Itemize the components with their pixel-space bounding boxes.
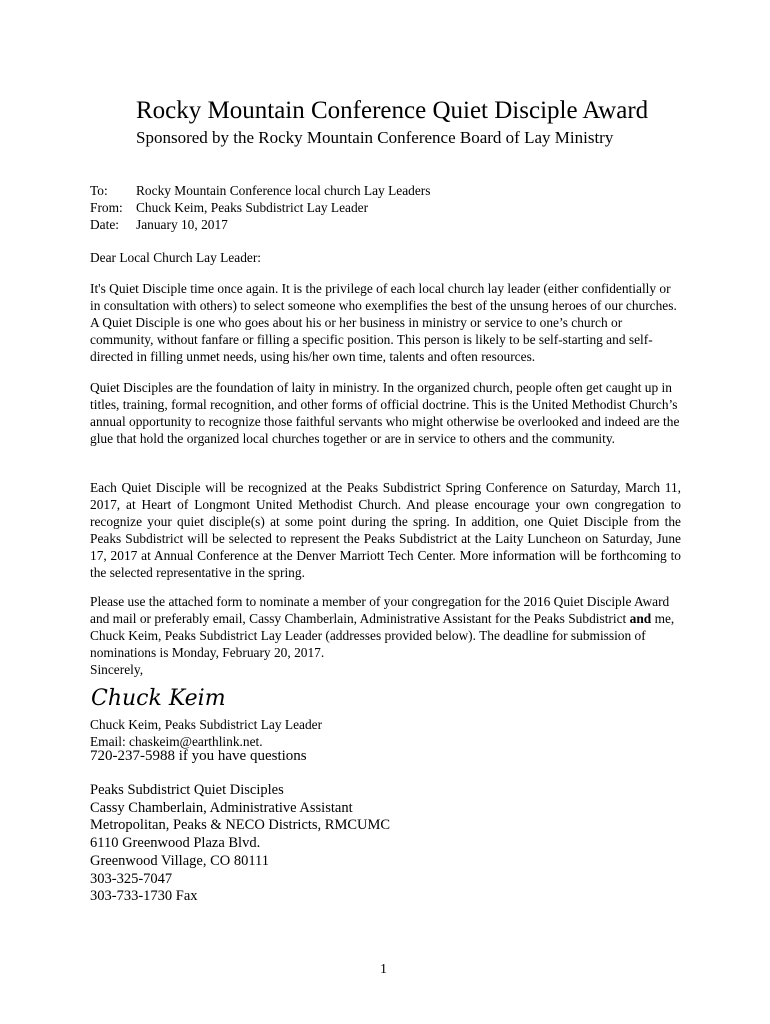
paragraph-nomination: [90, 593, 681, 678]
page-number: 1: [380, 962, 387, 977]
memo-from-row: [90, 199, 430, 216]
paragraph-foundation: Quiet Disciples are the foundation of laity in ministry. In the organized church, people often get caught up in titles, training, formal recognition, and other forms of official doctrine. This is the United Methodist Church’s annual opportunity to recognize those faithful servants who might otherwise be overlooked and indeed are the glue that hold the organized local churches together or are in service to others and the community.: [90, 380, 680, 446]
address-line-5: Greenwood Village, CO 80111: [90, 852, 270, 869]
memo-from-value: Chuck Keim, Peaks Subdistrict Lay Leader: [136, 200, 369, 215]
document-subtitle: Sponsored by the Rocky Mountain Conference Board of Lay Ministry: [136, 128, 614, 147]
address-line-7: 303-733-1730 Fax: [90, 888, 198, 905]
signature-name: Chuck Keim, Peaks Subdistrict Lay Leader: [90, 717, 323, 732]
document-title: Rocky Mountain Conference Quiet Disciple Award: [136, 97, 649, 124]
memo-to-label: To:: [90, 183, 108, 198]
signature-phone: 720-237-5988 if you have questions: [90, 748, 307, 764]
nomination-bold-and: and: [629, 611, 652, 626]
memo-date-value: January 10, 2017: [136, 217, 228, 232]
memo-from-label: From:: [90, 200, 123, 215]
paragraph-recognition: Each Quiet Disciple will be recognized at the Peaks Subdistrict Spring Conference on Saturday, March 11, 2017, at Heart of Longmont United Methodist Church. And please encourage your own congregation to recognize your quiet disciple(s) at some point during the spring. In addition, one Quiet Disciple from the Peaks Subdistrict will be selected to represent the Peaks Subdistrict at the Laity Luncheon on Saturday, June 17, 2017 at Annual Conference at the Denver Marriott Tech Center. More information will be forthcoming to the selected representative in the spring.: [90, 480, 681, 580]
address-line-6: 303-325-7047: [90, 870, 173, 887]
salutation: Dear Local Church Lay Leader:: [90, 250, 262, 265]
signature-email: Email: chaskeim@earthlink.net.: [90, 734, 263, 749]
memo-date-label: Date:: [90, 217, 119, 232]
signature-block: [90, 716, 322, 750]
memo-header: [90, 182, 430, 233]
address-line-1: Peaks Subdistrict Quiet Disciples: [90, 782, 284, 798]
nomination-text-part1: Please use the attached form to nominate a member of your congregation for the 2016 Quiet Disciple Award and mail or preferably email, Cassy Chamberlain, Administrative Assistant for the Peaks Subdistrict: [90, 594, 670, 626]
nomination-text-part2: me, Chuck Keim, Peaks Subdistrict Lay Leader (addresses provided below). The deadline for submission of nominations is Monday, February 20, 2017.: [90, 611, 675, 660]
memo-to-value: Rocky Mountain Conference local church Lay Leaders: [136, 183, 431, 198]
address-line-4: 6110 Greenwood Plaza Blvd.: [90, 835, 261, 852]
closing: Sincerely,: [90, 662, 144, 677]
address-line-2: Cassy Chamberlain, Administrative Assistant: [90, 799, 353, 816]
memo-to-row: [90, 182, 430, 199]
address-block: [90, 782, 390, 906]
address-line-3: Metropolitan, Peaks & NECO Districts, RMCUMC: [90, 817, 391, 834]
memo-date-row: [90, 216, 430, 233]
paragraph-intro: It's Quiet Disciple time once again. It is the privilege of each local church lay leader (either confidentially or in consultation with others) to select someone who exemplifies the best of the unsung heroes of our churches. A Quiet Disciple is one who goes about his or her business in ministry or service to one’s church or community, without fanfare or filling a specific position. This person is likely to be self-starting and self-directed in filling unmet needs, using his/her own time, talents and often resources.: [90, 281, 677, 364]
handwritten-signature: Chuck Keim: [91, 686, 226, 711]
